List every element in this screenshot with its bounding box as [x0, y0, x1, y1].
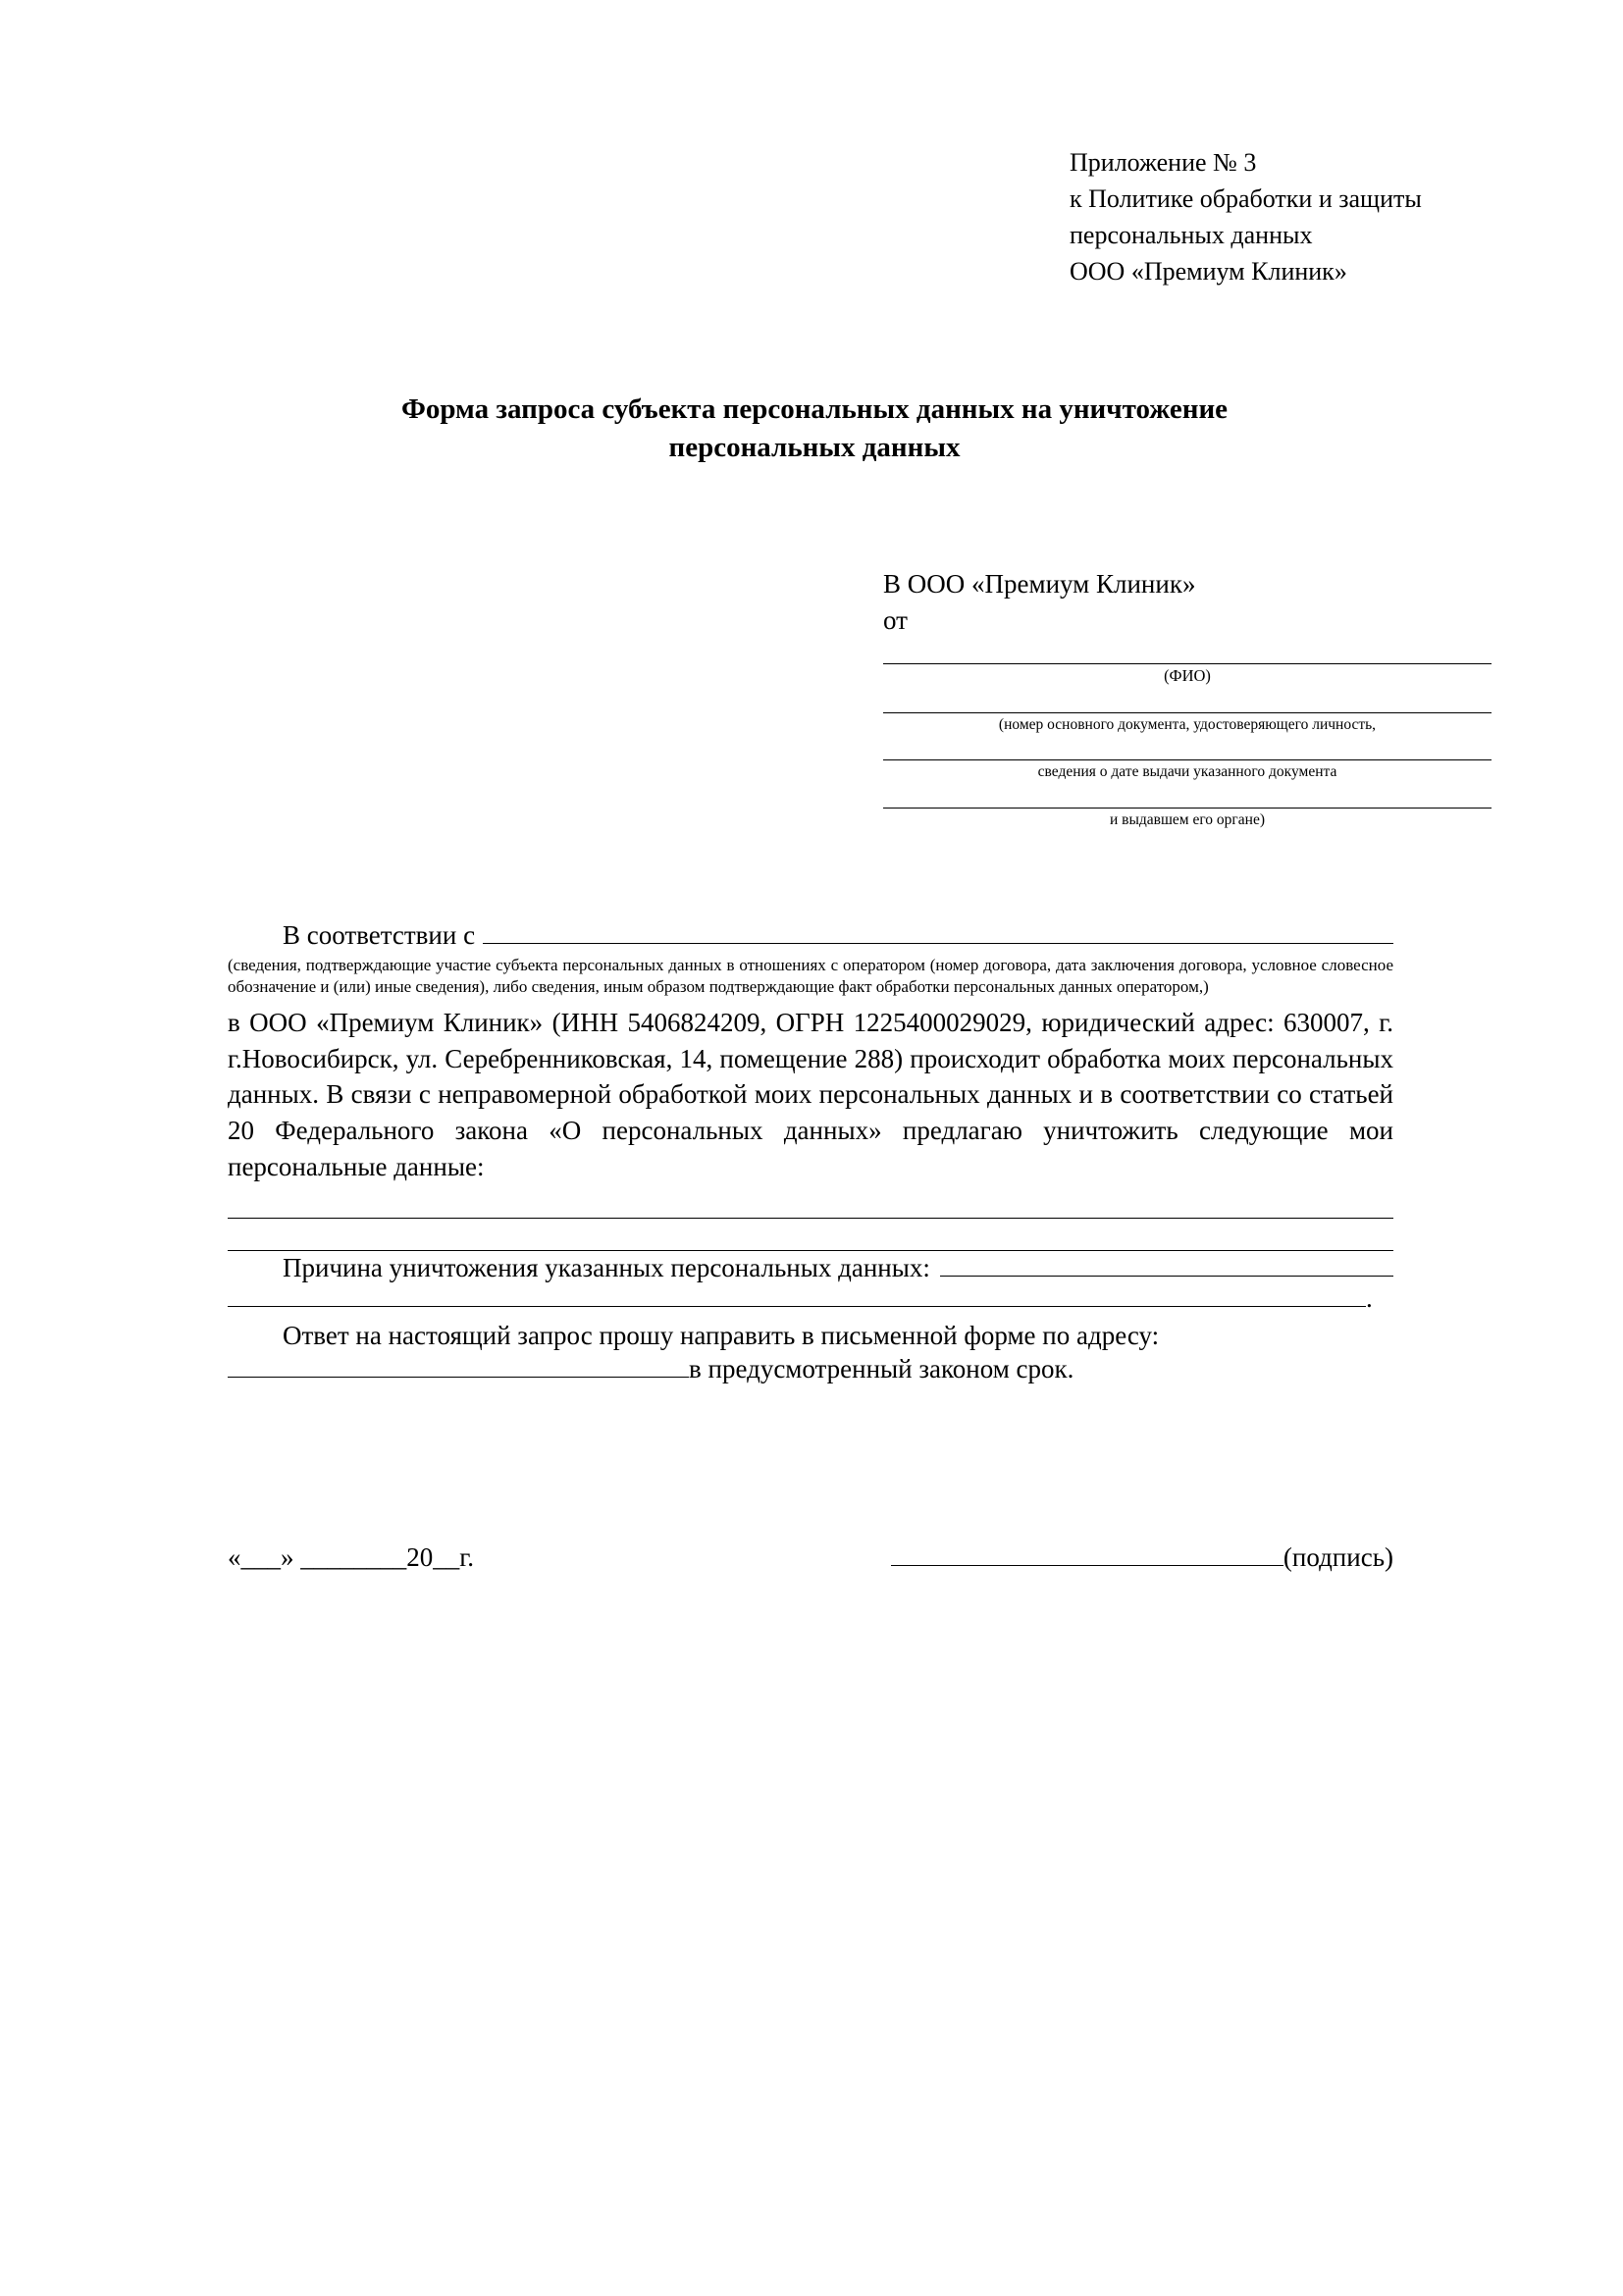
date-field[interactable]: «___» ________20__г.: [228, 1542, 475, 1572]
in-accordance-row: [228, 920, 1393, 951]
in-accordance-input-line[interactable]: [483, 923, 1393, 944]
page-title: [236, 391, 1393, 467]
fio-caption: (ФИО): [1164, 666, 1211, 686]
document-number-input-line[interactable]: [883, 691, 1492, 713]
appendix-line-4: ООО «Премиум Клиник»: [1070, 256, 1347, 286]
document-date-field-row: [883, 738, 1492, 781]
appendix-line-2: к Политике обработки и защиты: [1070, 183, 1422, 213]
reason-input-line-2[interactable]: [228, 1284, 1366, 1307]
signature-caption: (подпись): [1283, 1542, 1393, 1572]
appendix-reference: [1070, 145, 1580, 290]
in-accordance-note: (сведения, подтверждающие участие субъекта персональных данных в отношениях с оператором (номер договора, дата заключения договора, условное словесное обозначение и (или) иные сведения), либо сведения, иным образом подтверждающие факт обработки персональных данных оператором,): [228, 956, 1393, 997]
addressee-block: [883, 567, 1492, 829]
data-list-input-line-2[interactable]: [228, 1219, 1393, 1251]
addressee-organization: В ООО «Премиум Клиник»: [883, 569, 1196, 599]
addressee-from-label: от: [883, 605, 908, 636]
signature-field: [891, 1542, 1393, 1573]
document-authority-field-row: [883, 786, 1492, 829]
document-authority-input-line[interactable]: [883, 786, 1492, 809]
data-list-input-line-1[interactable]: [228, 1184, 1393, 1219]
reason-end-dot: .: [1366, 1283, 1373, 1314]
document-number-caption: (номер основного документа, удостоверяющего личность,: [998, 715, 1377, 733]
document-number-field-row: [883, 691, 1492, 734]
answer-address-row: [228, 1354, 1393, 1384]
answer-tail-text: в предусмотренный законом срок.: [689, 1354, 1074, 1384]
document-authority-caption: и выдавшем его органе): [1109, 810, 1266, 828]
document-body: [228, 920, 1393, 1384]
answer-address-input-line[interactable]: [228, 1355, 689, 1378]
page-title-line-2: персональных данных: [668, 432, 961, 464]
answer-paragraph-text: Ответ на настоящий запрос прошу направить в письменной форме по адресу:: [283, 1321, 1160, 1351]
reason-row: [228, 1253, 1393, 1283]
answer-paragraph: [228, 1318, 1393, 1354]
appendix-line-3: персональных данных: [1070, 220, 1313, 249]
main-paragraph: в ООО «Премиум Клиник» (ИНН 5406824209, ОГРН 1225400029029, юридический адрес: 630007, г. г.Новосибирск, ул. Серебренниковская, 14, помещение 288) происходит обработка моих персональных данных. В связи с неправомерной обработкой моих персональных данных и в соответствии со статьей 20 Федерального закона «О персональных данных» предлагаю уничтожить следующие мои персональные данные:: [228, 1007, 1393, 1181]
page-title-line-1: Форма запроса субъекта персональных данных на уничтожение: [400, 393, 1229, 425]
document-date-caption: сведения о дате выдачи указанного документа: [1037, 763, 1337, 781]
signature-input-line[interactable]: [891, 1543, 1283, 1566]
fio-field-row: [883, 642, 1492, 687]
reason-input-line-1[interactable]: [940, 1256, 1393, 1277]
document-date-input-line[interactable]: [883, 738, 1492, 760]
signature-row: [228, 1542, 1393, 1573]
reason-row-2: [228, 1283, 1393, 1314]
reason-label: Причина уничтожения указанных персональных данных:: [283, 1253, 930, 1283]
appendix-line-1: Приложение № 3: [1070, 148, 1257, 177]
in-accordance-label: В соответствии с: [283, 920, 476, 950]
fio-input-line[interactable]: [883, 642, 1492, 664]
